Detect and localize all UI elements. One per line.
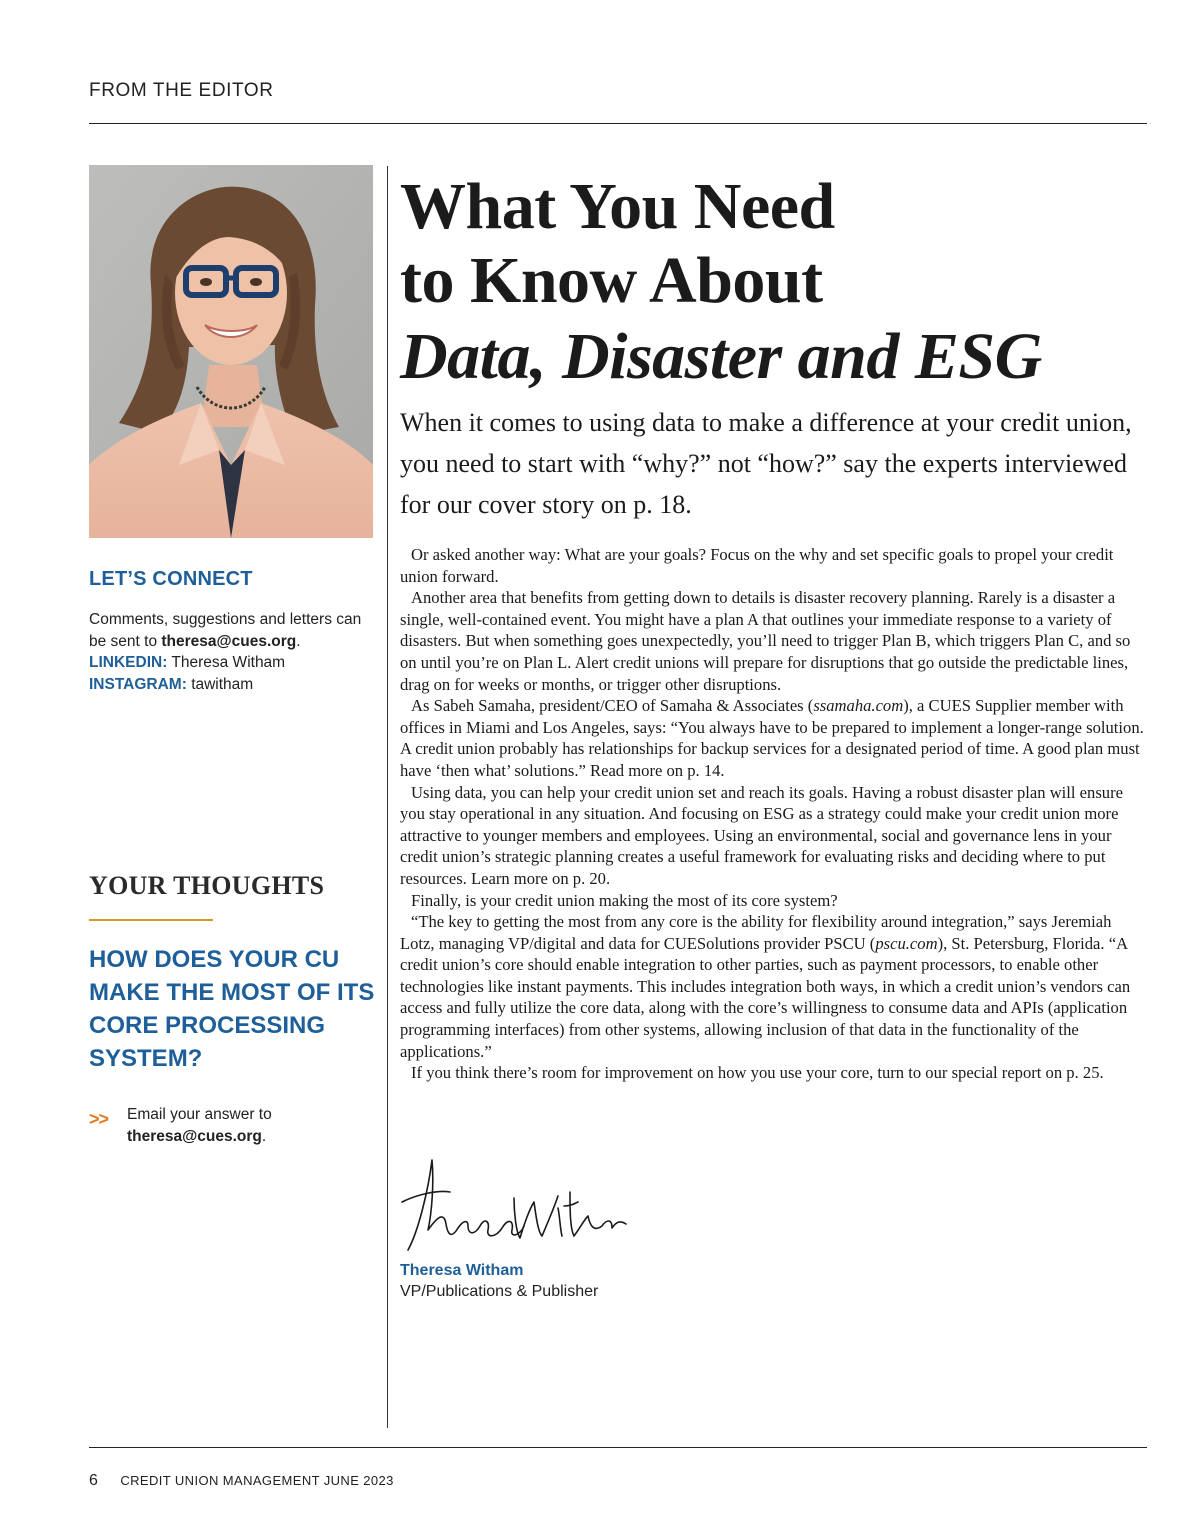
publication-name: CREDIT UNION MANAGEMENT <box>120 1473 320 1488</box>
bottom-rule <box>89 1447 1147 1448</box>
email-answer-cta <box>127 1104 377 1148</box>
paragraph-2: Another area that benefits from getting down to details is disaster recovery planning. Rarely is a disaster a single, well-contained event. You might have a plan A that outlines your immediate response to a variety of disasters. But when something goes unexpectedly, you’ll need to trigger Plan B, which triggers Plan C, and so on until you’re on Plan L. Alert credit unions will prepare for disruptions that go outside the predictable lines, drag on for weeks or months, or trigger other disruptions. <box>400 588 1131 694</box>
linkedin-handle[interactable]: Theresa Witham <box>171 654 286 671</box>
lets-connect-heading: LET’S CONNECT <box>89 568 253 590</box>
paragraph-1: Or asked another way: What are your goals? Focus on the why and set specific goals to propel your credit union forward. <box>400 545 1114 586</box>
samaha-link[interactable]: ssamaha.com <box>813 696 904 716</box>
page-number: 6 <box>89 1472 99 1489</box>
linkedin-label: LINKEDIN: <box>89 654 168 671</box>
cta-text: Email your answer to <box>127 1106 272 1123</box>
article-body <box>400 544 1148 1084</box>
headline-line-1: What You Need <box>400 170 835 243</box>
connect-period: . <box>296 632 301 650</box>
signature-title: VP/Publications & Publisher <box>400 1283 599 1300</box>
paragraph-4: Using data, you can help your credit union set and reach its goals. Having a robust disaster plan will ensure you stay operational in any situation. And focusing on ESG as a strategy could make your credit union more attractive to younger members and employees. Using an environmental, social and governance lens in your credit union’s strategic planning creates a useful framework for evaluating risks and deciding where to put resources. Learn more on p. 20. <box>400 782 1123 888</box>
double-arrow-icon: >> <box>89 1109 109 1129</box>
paragraph-6 <box>400 911 1148 1062</box>
headline-line-2: to Know About <box>400 244 823 317</box>
page-footer <box>89 1472 394 1490</box>
signature-text: Theresa Witham <box>398 1152 406 1153</box>
pscu-link[interactable]: pscu.com <box>875 933 938 953</box>
cta-period: . <box>261 1128 267 1145</box>
paragraph-5: Finally, is your credit union making the most of its core system? <box>411 890 838 910</box>
reader-question: HOW DOES YOUR CU MAKE THE MOST OF ITS CORE PROCESSING SYSTEM? <box>89 946 375 1072</box>
handwritten-signature-icon <box>398 1152 628 1262</box>
p6-text-a: “The key to getting the most from any core is the ability for flexibility around integration,” says Jeremiah Lotz, managing VP/digital and data for CUESolutions provider PSCU ( <box>400 912 1112 953</box>
signature-name: Theresa Witham <box>400 1262 524 1279</box>
paragraph-7: If you think there’s room for improvement on how you use your core, turn to our special report on p. 25. <box>411 1063 1104 1083</box>
p6-text-b: ), St. Petersburg, Florida. “A credit union’s core should enable integration to other parties, such as payment processors, to enable other technologies like instant payments. This includes integration both ways, in which a credit union’s vendors can access and fully utilize the core data, along with the core’s willingness to consume data and APIs (application programming interfaces) from other systems, allowing inclusion of that data in the functionality of the applications.” <box>400 933 1131 1061</box>
issue-date: JUNE 2023 <box>323 1473 394 1488</box>
section-label: FROM THE EDITOR <box>89 80 274 101</box>
headline-line-3: Data, Disaster and ESG <box>400 320 1042 393</box>
instagram-handle[interactable]: tawitham <box>191 675 254 693</box>
column-divider <box>387 166 388 1428</box>
connect-intro: Comments, suggestions and letters can be sent to <box>89 611 362 650</box>
paragraph-3 <box>400 695 1148 781</box>
top-rule <box>89 123 1147 124</box>
instagram-label: INSTAGRAM: <box>89 675 187 693</box>
connect-email-link[interactable]: theresa@cues.org <box>161 632 297 650</box>
your-thoughts-heading: YOUR THOUGHTS <box>89 871 325 900</box>
thoughts-divider <box>89 919 213 921</box>
article-headline <box>400 170 1160 396</box>
p3-text-b: ), a CUES Supplier member with offices in Miami and Los Angeles, says: “You always have to be prepared to implement a longer-range solution. A credit union probably has relationships for backup services for a designated period of time. A good plan must have ‘then what’ solutions.” Read more on p. 14. <box>400 696 1144 780</box>
connect-info <box>89 609 379 695</box>
editor-portrait-icon <box>89 165 373 538</box>
p3-text-a: As Sabeh Samaha, president/CEO of Samaha & Associates ( <box>411 696 814 716</box>
article-deck: When it comes to using data to make a difference at your credit union, you need to start with “why?” not “how?” say the experts interviewed for our cover story on p. 18. <box>400 408 1132 519</box>
cta-email-link[interactable]: theresa@cues.org <box>127 1128 262 1145</box>
